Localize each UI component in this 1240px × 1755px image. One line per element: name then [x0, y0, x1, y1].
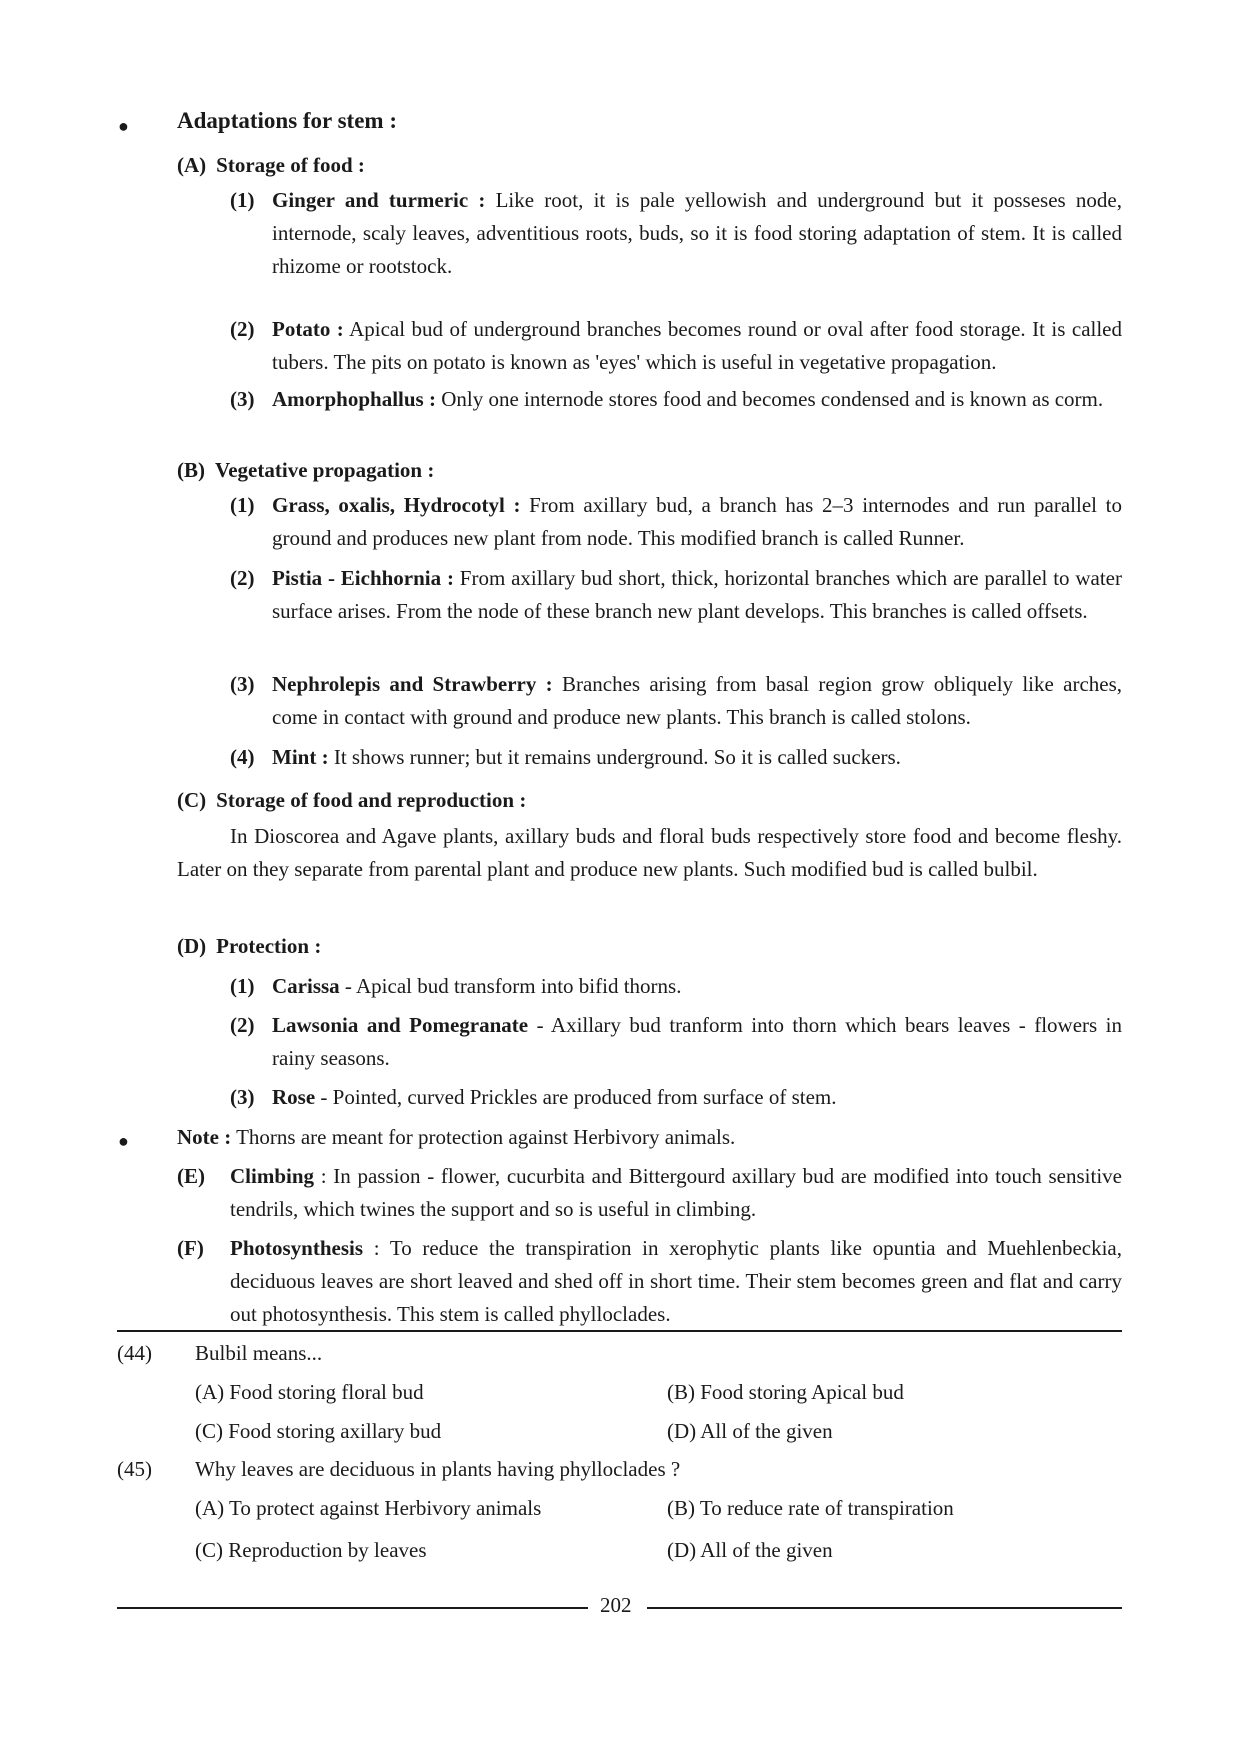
divider: [117, 1330, 1122, 1332]
subsection-e-label: (E): [177, 1164, 205, 1188]
answer-option[interactable]: (C) Reproduction by leaves: [195, 1538, 427, 1562]
list-item: (2) Potato : Apical bud of underground branches becomes round or oval after food storage. It is called tubers. The pits on potato is known as 'eyes' which is useful in vegetative propagation.: [230, 317, 1122, 374]
list-item: (1) Grass, oxalis, Hydrocotyl : From axillary bud, a branch has 2–3 internodes and run parallel to ground and produces new plant from node. This modified branch is called Runner.: [230, 493, 1122, 550]
list-item: (1) Carissa - Apical bud transform into bifid thorns.: [230, 974, 682, 998]
answer-option[interactable]: (D) All of the given: [667, 1538, 833, 1562]
answer-option[interactable]: (C) Food storing axillary bud: [195, 1419, 442, 1443]
list-item: (2) Pistia - Eichhornia : From axillary bud short, thick, horizontal branches which are parallel to water surface arises. From the node of these branch new plant develops. This branches is called offsets.: [230, 566, 1122, 623]
question-number: (45): [117, 1457, 152, 1481]
answer-option[interactable]: (A) To protect against Herbivory animals: [195, 1496, 542, 1520]
list-item: (3) Nephrolepis and Strawberry : Branches arising from basal region grow obliquely like arches, come in contact with ground and produce new plants. This branch is called stolons.: [230, 672, 1123, 729]
subsection-e-text: Climbing : In passion - flower, cucurbita and Bittergourd axillary bud are modified into touch sensitive tendrils, which twines the support and so is useful in climbing.: [230, 1164, 1122, 1221]
list-item: (1) Ginger and turmeric : Like root, it is pale yellowish and underground but it posseses node, internode, scaly leaves, adventitious roots, buds, so it is food storing adaptation of stem. It is called rhizome or rootstock.: [230, 188, 1122, 278]
list-item: (3) Amorphophallus : Only one internode stores food and becomes condensed and is known as corm.: [230, 387, 1104, 411]
answer-option[interactable]: (B) Food storing Apical bud: [667, 1380, 904, 1404]
question-text: Bulbil means...: [195, 1341, 323, 1365]
answer-option[interactable]: (B) To reduce rate of transpiration: [667, 1496, 954, 1520]
footer-rule-left: [117, 1607, 588, 1609]
page-number: 202: [600, 1593, 632, 1617]
subsection-d-heading: (D) Protection :: [177, 934, 322, 958]
subsection-f-label: (F): [177, 1236, 204, 1260]
subsection-f-text: Photosynthesis : To reduce the transpiration in xerophytic plants like opuntia and Muehlenbeckia, deciduous leaves are short leaved and shed off in short time. Their stem becomes green and flat and carry out photosynthesis. This stem is called phylloclades.: [230, 1236, 1122, 1326]
note: Note : Thorns are meant for protection against Herbivory animals.: [177, 1125, 736, 1149]
subsection-b-heading: (B) Vegetative propagation :: [177, 458, 435, 482]
list-item: (2) Lawsonia and Pomegranate - Axillary bud tranform into thorn which bears leaves - flowers in rainy seasons.: [230, 1013, 1122, 1070]
list-item: (4) Mint : It shows runner; but it remains underground. So it is called suckers.: [230, 745, 901, 769]
bullet-icon: ●: [118, 1131, 129, 1151]
bullet-icon: ●: [118, 116, 129, 136]
answer-option[interactable]: (D) All of the given: [667, 1419, 833, 1443]
question-number: (44): [117, 1341, 152, 1365]
answer-option[interactable]: (A) Food storing floral bud: [195, 1380, 424, 1404]
list-item: (3) Rose - Pointed, curved Prickles are produced from surface of stem.: [230, 1085, 837, 1109]
subsection-a-heading: (A) Storage of food :: [177, 153, 365, 177]
footer-rule-right: [647, 1607, 1122, 1609]
subsection-c-heading: (C) Storage of food and reproduction :: [177, 788, 527, 812]
question-text: Why leaves are deciduous in plants having phylloclades ?: [195, 1457, 681, 1481]
section-heading: Adaptations for stem :: [177, 108, 397, 133]
subsection-c-paragraph: In Dioscorea and Agave plants, axillary buds and floral buds respectively store food and become fleshy. Later on they separate from parental plant and produce new plants. Such modified bud is called bulbil.: [177, 824, 1122, 881]
